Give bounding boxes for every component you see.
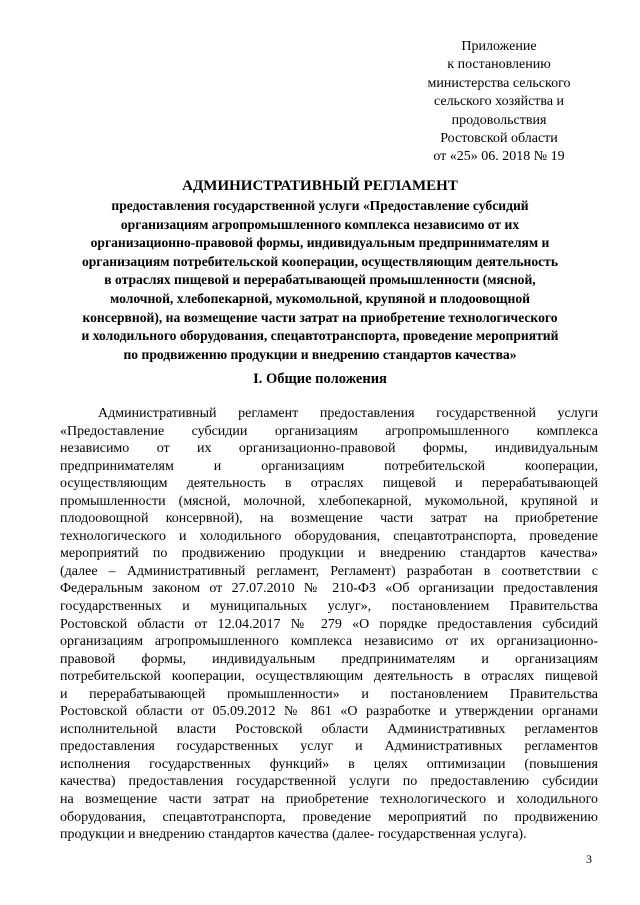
body-paragraph [60, 405, 598, 844]
paragraph-line: продукции и внедрению стандартов качества (далее- государственная услуга). [60, 827, 527, 843]
subtitle-line: организациям агропромышленного комплекса независимо от их [120, 216, 520, 232]
paragraph-line: государственных и муниципальных услуг», постановлением Правительства [60, 599, 598, 615]
appendix-line: Приложение [461, 39, 537, 54]
page-number: 3 [586, 852, 592, 866]
paragraph-line: оборудования, спецавтотранспорта, проведение мероприятий по продвижению [60, 809, 598, 825]
appendix-line: Ростовской области [440, 131, 558, 147]
appendix-line: продовольствия [451, 112, 547, 128]
paragraph-line: мероприятий по продвижению продукции и внедрению стандартов качества» [60, 546, 598, 562]
subtitle-line: организационно-правовой формы, индивидуальным предпринимателям и [90, 235, 550, 251]
paragraph-line: исполнительной власти Ростовской области Административных регламентов [60, 721, 598, 737]
paragraph-line: плодоовощной консервной), на возмещение части затрат на приобретение [60, 511, 598, 527]
paragraph-line: исполнения государственных функций» в целях оптимизации (повышения [60, 756, 598, 772]
subtitle-line: консервной), на возмещение части затрат на приобретение технологического [82, 309, 558, 325]
subtitle-line: предоставления государственной услуги «Предоставление субсидий [111, 198, 529, 213]
paragraph-line: Ростовской области от 05.09.2012 № 861 «О разработке и утверждении органами [60, 704, 598, 720]
paragraph-line: «Предоставление субсидии организациям агропромышленного комплекса [60, 423, 598, 439]
paragraph-line: на возмещение части затрат на приобретение технологического и холодильного [60, 792, 598, 808]
section-heading: I. Общие положения [253, 371, 387, 387]
paragraph-line: промышленности (мясной, молочной, хлебопекарной, мукомольной, крупяной и [60, 493, 598, 509]
paragraph-line: Ростовской области от 12.04.2017 № 279 «О порядке предоставления субсидий [60, 616, 598, 632]
paragraph-line: предоставления государственных услуг и Административных регламентов [60, 739, 598, 755]
paragraph-line: потребительской кооперации, осуществляющим деятельность в отраслях пищевой [60, 669, 598, 685]
paragraph-line: Административный регламент предоставления государственной услуги [98, 406, 598, 421]
paragraph-line: предпринимателям и организациям потребительской кооперации, [60, 458, 598, 474]
appendix-line: к постановлению [447, 57, 551, 73]
paragraph-line: независимо от их организационно-правовой формы, индивидуальным [60, 441, 598, 457]
document-subtitle [40, 197, 600, 364]
subtitle-line: и холодильного оборудования, спецавтотранспорта, проведение мероприятий [81, 328, 559, 344]
subtitle-line: молочной, хлебопекарной, мукомольной, крупяной и плодоовощной [110, 290, 530, 306]
paragraph-line: и перерабатывающей промышленности» и постановлением Правительства [60, 686, 598, 702]
appendix-line: сельского хозяйства и [433, 94, 565, 110]
paragraph-line: качества) предоставления государственной услуги по предоставлению субсидии [60, 774, 598, 790]
paragraph-line: осуществляющим деятельность в отраслях пищевой и перерабатывающей [60, 476, 598, 492]
document-title: АДМИНИСТРАТИВНЫЙ РЕГЛАМЕНТ [182, 178, 458, 194]
subtitle-line: по продвижению продукции и внедрению стандартов качества» [123, 346, 517, 362]
appendix-block [404, 38, 594, 167]
paragraph-line: (далее – Административный регламент, Регламент) разработан в соответствии с [60, 563, 598, 579]
appendix-date-line: от «25» 06. 2018 № 19 [433, 149, 565, 165]
paragraph-line: организациям агропромышленного комплекса независимо от их организационно- [60, 634, 598, 650]
subtitle-line: организациям потребительской кооперации, осуществляющим деятельность [81, 253, 559, 269]
paragraph-line: технологического и холодильного оборудования, спецавтотранспорта, проведение [60, 528, 598, 544]
appendix-line: министерства сельского [427, 75, 571, 91]
subtitle-line: в отраслях пищевой и перерабатывающей промышленности (мясной, [104, 272, 536, 288]
paragraph-line: Федеральным законом от 27.07.2010 № 210-ФЗ «Об организации предоставления [60, 581, 598, 597]
paragraph-line: правовой формы, индивидуальным предпринимателям и организациям [60, 651, 598, 667]
